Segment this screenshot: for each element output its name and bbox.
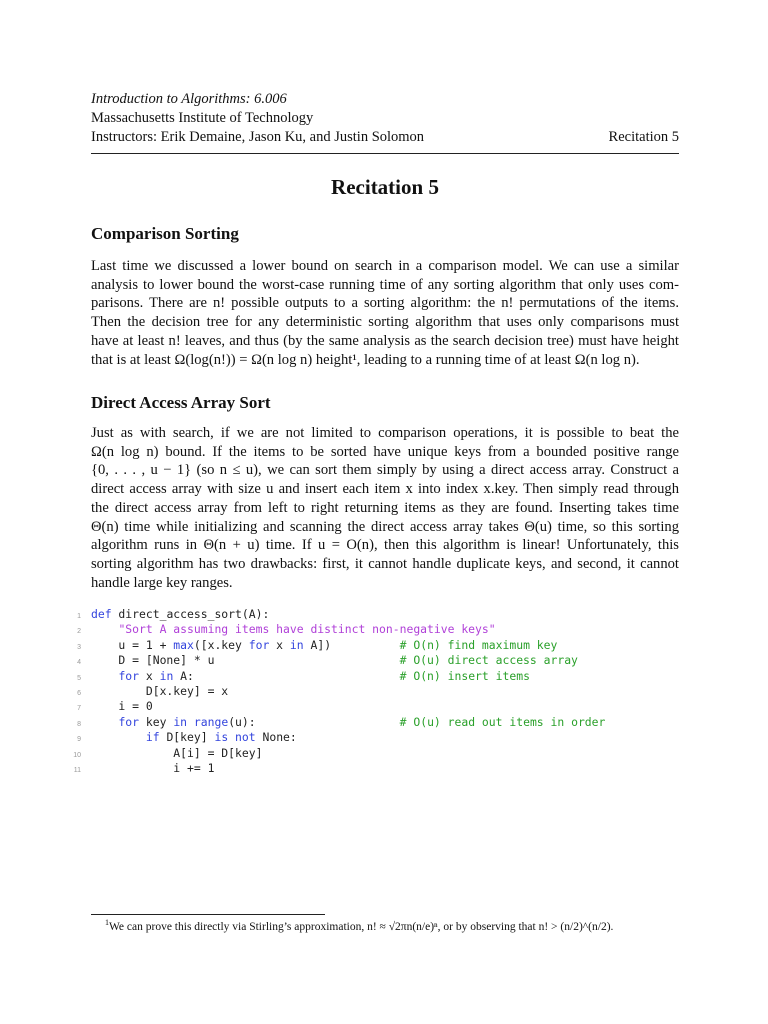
line-number: 3 [77, 643, 81, 651]
paragraph-line: Just as with search, if we are not limited to comparison operations, it is possible to beat the [91, 425, 679, 441]
line-number: 1 [77, 613, 81, 620]
code-line [61, 761, 701, 776]
code-text: i = 0 [91, 699, 153, 714]
section-heading-direct-access-array-sort: Direct Access Array Sort [91, 393, 271, 412]
code-text: "Sort A assuming items have distinct non-negative keys" [118, 622, 496, 637]
code-text: if D[key] is not None: [145, 730, 297, 745]
footnote-marker: 1 [105, 918, 109, 927]
course-title: Introduction to Algorithms: 6.006 [91, 91, 287, 107]
code-text: A[i] = D[key] [91, 745, 263, 760]
code-line [61, 715, 701, 730]
line-number: 4 [77, 659, 81, 667]
line-number: 6 [77, 689, 81, 697]
code-text: def direct_access_sort(A): [91, 607, 270, 621]
paragraph-line: have at least n! leaves, and thus (by the same analysis as the search decision tree) must have height [91, 332, 679, 349]
paragraph-line: the direct access array from left to right returning items as they are found. Inserting takes time [91, 499, 679, 516]
footnote-rule [91, 914, 325, 915]
code-text: i += 1 [91, 760, 215, 775]
code-line [61, 638, 701, 653]
instructors: Instructors: Erik Demaine, Jason Ku, and Justin Solomon [91, 129, 425, 145]
paragraph-line: handle large key ranges. [91, 574, 233, 591]
paragraph-line: parisons. There are n! possible outputs to a sorting algorithm: the n! permutations of the items. [91, 295, 679, 312]
code-text: D = [None] * u # O(u) direct access array [91, 653, 578, 668]
page-title: Recitation 5 [331, 175, 439, 199]
document-page [73, 0, 679, 1024]
code-line [61, 746, 701, 761]
paragraph-line: Then the decision tree for any deterministic sorting algorithm that uses only comparisons must [91, 314, 679, 331]
paragraph-line: sorting algorithm has two drawbacks: first, it cannot handle duplicate keys, and second, it cannot [91, 555, 679, 572]
code-line [61, 730, 701, 745]
paragraph-line: Θ(n) time while initializing and scanning the direct access array takes Θ(u) time, so this sorting [91, 518, 679, 535]
code-line [61, 653, 701, 668]
paragraph-line: algorithm runs in Θ(n + u) time. If u = O(n), then this algorithm is linear! Unfortunately, this [91, 537, 679, 554]
code-text: for key in range(u): # O(u) read out items in order [118, 714, 606, 729]
header-rule [91, 153, 679, 154]
footnote-text: We can prove this directly via Stirling’s approximation, n! ≈ √2πn(n/e)ⁿ, or by observing that n! > (n/2)^(n/2). [109, 920, 614, 933]
code-line [61, 622, 701, 637]
line-number: 10 [73, 751, 81, 759]
code-text: for x in A: # O(n) insert items [118, 668, 530, 683]
paragraph-line: direct access array with size u and insert each item x into index x.key. Then simply read through [91, 481, 679, 498]
comparison-sorting-paragraph [91, 257, 679, 369]
code-text: u = 1 + max([x.key for x in A]) # O(n) find maximum key [91, 637, 558, 652]
paragraph-line: {0, . . . , u − 1} (so n ≤ u), we can sort them simply by using a direct access array. Construct a [91, 462, 679, 479]
recitation-label: Recitation 5 [608, 129, 679, 145]
line-number: 9 [77, 736, 81, 744]
code-listing [61, 607, 701, 776]
paragraph-line: Ω(n log n) bound. If the items to be sorted have unique keys from a bounded positive range [91, 443, 679, 460]
paragraph-line: that is at least Ω(log(n!)) = Ω(n log n) height¹, leading to a running time of at least Ω(n log n). [91, 351, 640, 368]
paragraph-line: analysis to lower bound the worst-case running time of any sorting algorithm that only uses com- [91, 276, 679, 293]
code-line [61, 669, 701, 684]
direct-access-paragraph [91, 424, 679, 592]
line-number: 5 [77, 674, 81, 682]
code-line [61, 607, 701, 622]
line-number: 2 [77, 628, 81, 636]
line-number: 11 [73, 766, 81, 774]
paragraph-line: Last time we discussed a lower bound on search in a comparison model. We can use a similar [91, 258, 679, 274]
line-number: 8 [77, 720, 81, 728]
code-line [61, 699, 701, 714]
code-text: D[x.key] = x [91, 683, 229, 698]
footnote [105, 918, 613, 933]
section-heading-comparison-sorting: Comparison Sorting [91, 224, 239, 243]
line-number: 7 [77, 705, 81, 713]
code-line [61, 684, 701, 699]
institution: Massachusetts Institute of Technology [91, 110, 314, 126]
